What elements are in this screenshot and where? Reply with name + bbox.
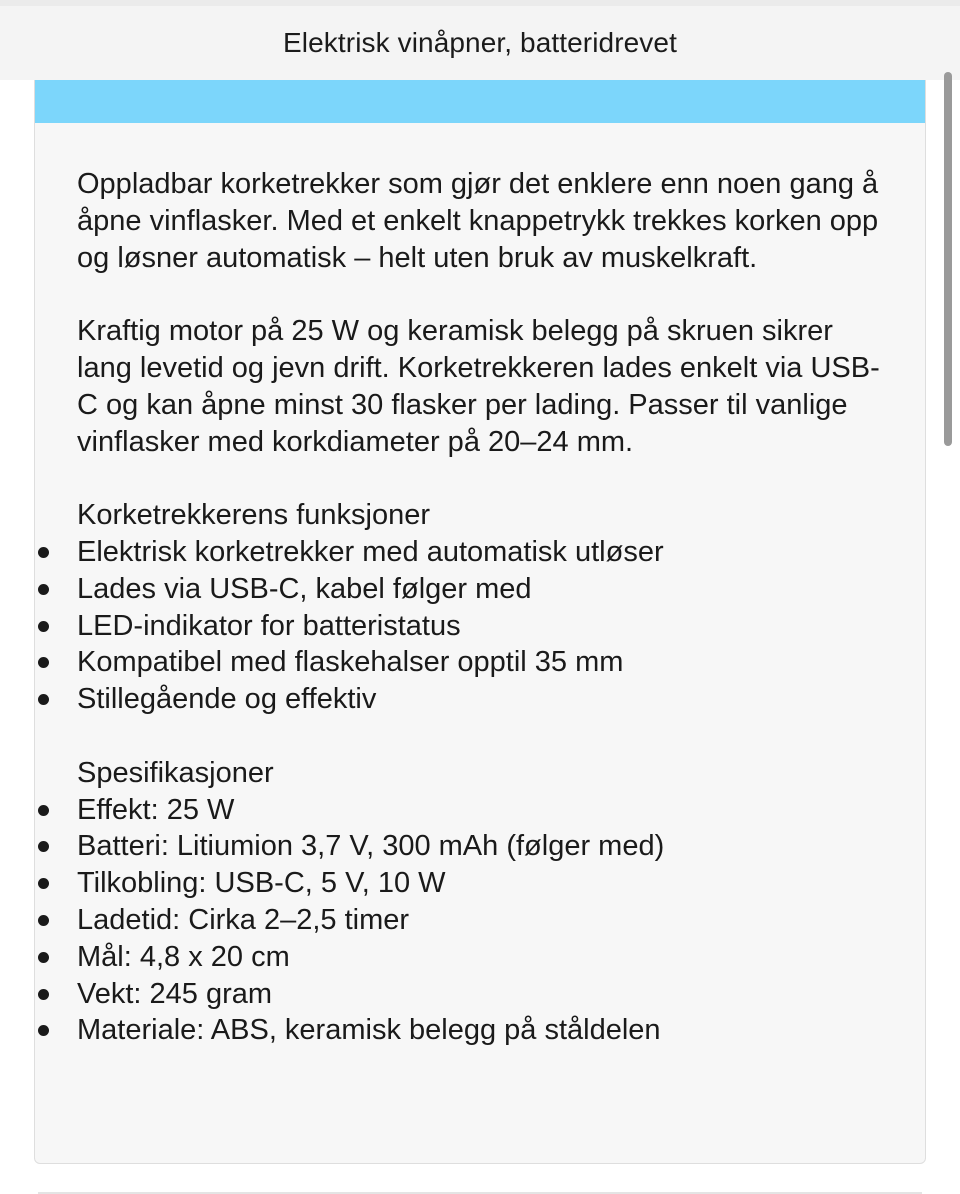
list-item: Stillegående og effektiv bbox=[77, 681, 883, 718]
list-item: Mål: 4,8 x 20 cm bbox=[77, 939, 883, 976]
specs-list bbox=[77, 792, 883, 1050]
bullet-icon bbox=[38, 805, 49, 816]
scrollbar-thumb[interactable] bbox=[944, 72, 952, 446]
bullet-icon bbox=[38, 657, 49, 668]
bullet-icon bbox=[38, 878, 49, 889]
card-body bbox=[35, 123, 925, 1049]
bullet-icon bbox=[38, 694, 49, 705]
list-item: Materiale: ABS, keramisk belegg på ståldelen bbox=[77, 1012, 883, 1049]
bullet-icon bbox=[38, 584, 49, 595]
bullet-icon bbox=[38, 621, 49, 632]
description-paragraph-1: Oppladbar korketrekker som gjør det enklere enn noen gang å åpne vinflasker. Med et enkelt knappetrykk trekkes korken opp og løsner automatisk – helt uten bruk av muskelkraft. bbox=[77, 168, 879, 274]
bullet-icon bbox=[38, 841, 49, 852]
list-item: Ladetid: Cirka 2–2,5 timer bbox=[77, 902, 883, 939]
bullet-icon bbox=[38, 915, 49, 926]
list-item: Effekt: 25 W bbox=[77, 792, 883, 829]
bullet-icon bbox=[38, 989, 49, 1000]
list-item: Kompatibel med flaskehalser opptil 35 mm bbox=[77, 644, 883, 681]
bullet-icon bbox=[38, 1025, 49, 1036]
list-item: Batteri: Litiumion 3,7 V, 300 mAh (følger med) bbox=[77, 828, 883, 865]
page-title: Elektrisk vinåpner, batteridrevet bbox=[283, 27, 677, 58]
bullet-icon bbox=[38, 547, 49, 558]
list-item: Vekt: 245 gram bbox=[77, 976, 883, 1013]
list-item: Elektrisk korketrekker med automatisk utløser bbox=[77, 534, 883, 571]
specs-heading: Spesifikasjoner bbox=[77, 756, 274, 789]
description-card bbox=[34, 40, 926, 1164]
list-item: Lades via USB-C, kabel følger med bbox=[77, 571, 883, 608]
description-paragraph-2: Kraftig motor på 25 W og keramisk belegg på skruen sikrer lang levetid og jevn drift. Korketrekkeren lades enkelt via USB-C og kan åpne minst 30 flasker per lading. Passer til vanlige vinflasker med korkdiameter på 20–24 mm. bbox=[77, 315, 880, 458]
list-item: LED-indikator for batteristatus bbox=[77, 608, 883, 645]
features-heading: Korketrekkerens funksjoner bbox=[77, 499, 430, 532]
title-bar bbox=[0, 6, 960, 80]
features-list bbox=[77, 534, 883, 718]
bullet-icon bbox=[38, 952, 49, 963]
list-item: Tilkobling: USB-C, 5 V, 10 W bbox=[77, 865, 883, 902]
